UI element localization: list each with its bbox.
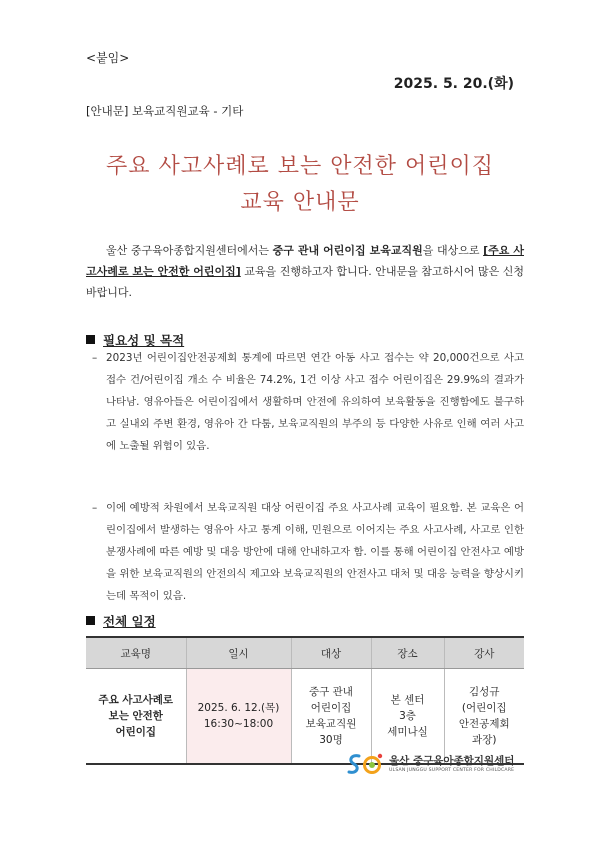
- notice-type: [안내문] 보육교직원교육 - 기타: [86, 104, 244, 118]
- schedule-table: [86, 636, 524, 765]
- center-logo-icon: [345, 751, 385, 777]
- cell-datetime: 2025. 6. 12.(목) 16:30~18:00: [186, 669, 291, 765]
- center-name-korean: 울산 중구육아종합지원센터: [389, 754, 515, 767]
- purpose-item-1: – 2023년 어린이집안전공제회 통계에 따르면 연간 아동 사고 접수는 약 20,000건으로 사고 접수 건/어린이집 개소 수 비율은 74.2%, 1건 이상 사고 접수 어린이집은 29.9%의 결과가 나타남. 영유아들은 어린이집에서 생활하며 안전에 유의하여 보육활동을 진행함에도 불구하고 실내외 주변 환경, 영유아 간 다툼, 보육교직원의 부주의 등 다양한 사유로 인해 여러 사고에 노출될 위험이 있음.: [92, 352, 524, 452]
- attachment-label: <붙임>: [86, 51, 130, 65]
- cell-place: 본 센터 3층 세미나실: [371, 669, 444, 765]
- section-heading-schedule: 전체 일정: [86, 612, 156, 630]
- center-logo: [345, 751, 514, 777]
- col-header-lecturer: 강사: [444, 637, 524, 669]
- center-name-english: ULSAN JUNGGU SUPPORT CENTER FOR CHILDCARE: [389, 767, 515, 773]
- intro-part1: 울산 중구육아종합지원센터에서는: [106, 244, 273, 257]
- section-heading-purpose: 필요성 및 목적: [86, 331, 184, 349]
- intro-underline: [주요 사고사례로 보는 안전한 어린이집]: [86, 244, 524, 278]
- intro-part3: 교육을 진행하고자 합니다. 안내문을 참고하시어 많은 신청 바랍니다.: [86, 265, 525, 299]
- purpose-item-2: – 이에 예방적 차원에서 보육교직원 대상 어린이집 주요 사고사례 교육이 필요함. 본 교육은 어린이집에서 발생하는 영유아 사고 통계 이해, 민원으로 이어지는 주요 사고사례, 사고로 인한 분쟁사례에 따른 예방 및 대응 방안에 대해 안내하고자 함. 이를 통해 어린이집 안전사고 예방을 위한 보육교직원의 안전의식 제고와 보육교직원의 안전사고 대처 및 대응 능력을 향상시키는데 목적이 있음.: [92, 502, 524, 602]
- document-date: 2025. 5. 20.(화): [393, 76, 514, 92]
- square-bullet-icon: [86, 335, 95, 344]
- title-line-1: 주요 사고사례로 보는 안전한 어린이집: [105, 154, 494, 179]
- cell-lecturer: 김성규 (어린이집 안전공제회 과장): [444, 669, 524, 765]
- cell-course-name: 주요 사고사례로 보는 안전한 어린이집: [86, 669, 186, 765]
- cell-target: 중구 관내 어린이집 보육교직원 30명: [291, 669, 371, 765]
- intro-bold: 중구 관내 어린이집 보육교직원: [272, 244, 423, 257]
- title-line-2: 교육 안내문: [240, 190, 360, 215]
- col-header-place: 장소: [371, 637, 444, 669]
- intro-part2: 을 대상으로: [422, 244, 484, 257]
- col-header-target: 대상: [291, 637, 371, 669]
- intro-paragraph: [86, 240, 524, 303]
- table-row: [86, 669, 524, 765]
- col-header-name: 교육명: [86, 637, 186, 669]
- table-header-row: [86, 637, 524, 669]
- square-bullet-icon: [86, 616, 95, 625]
- col-header-datetime: 일시: [186, 637, 291, 669]
